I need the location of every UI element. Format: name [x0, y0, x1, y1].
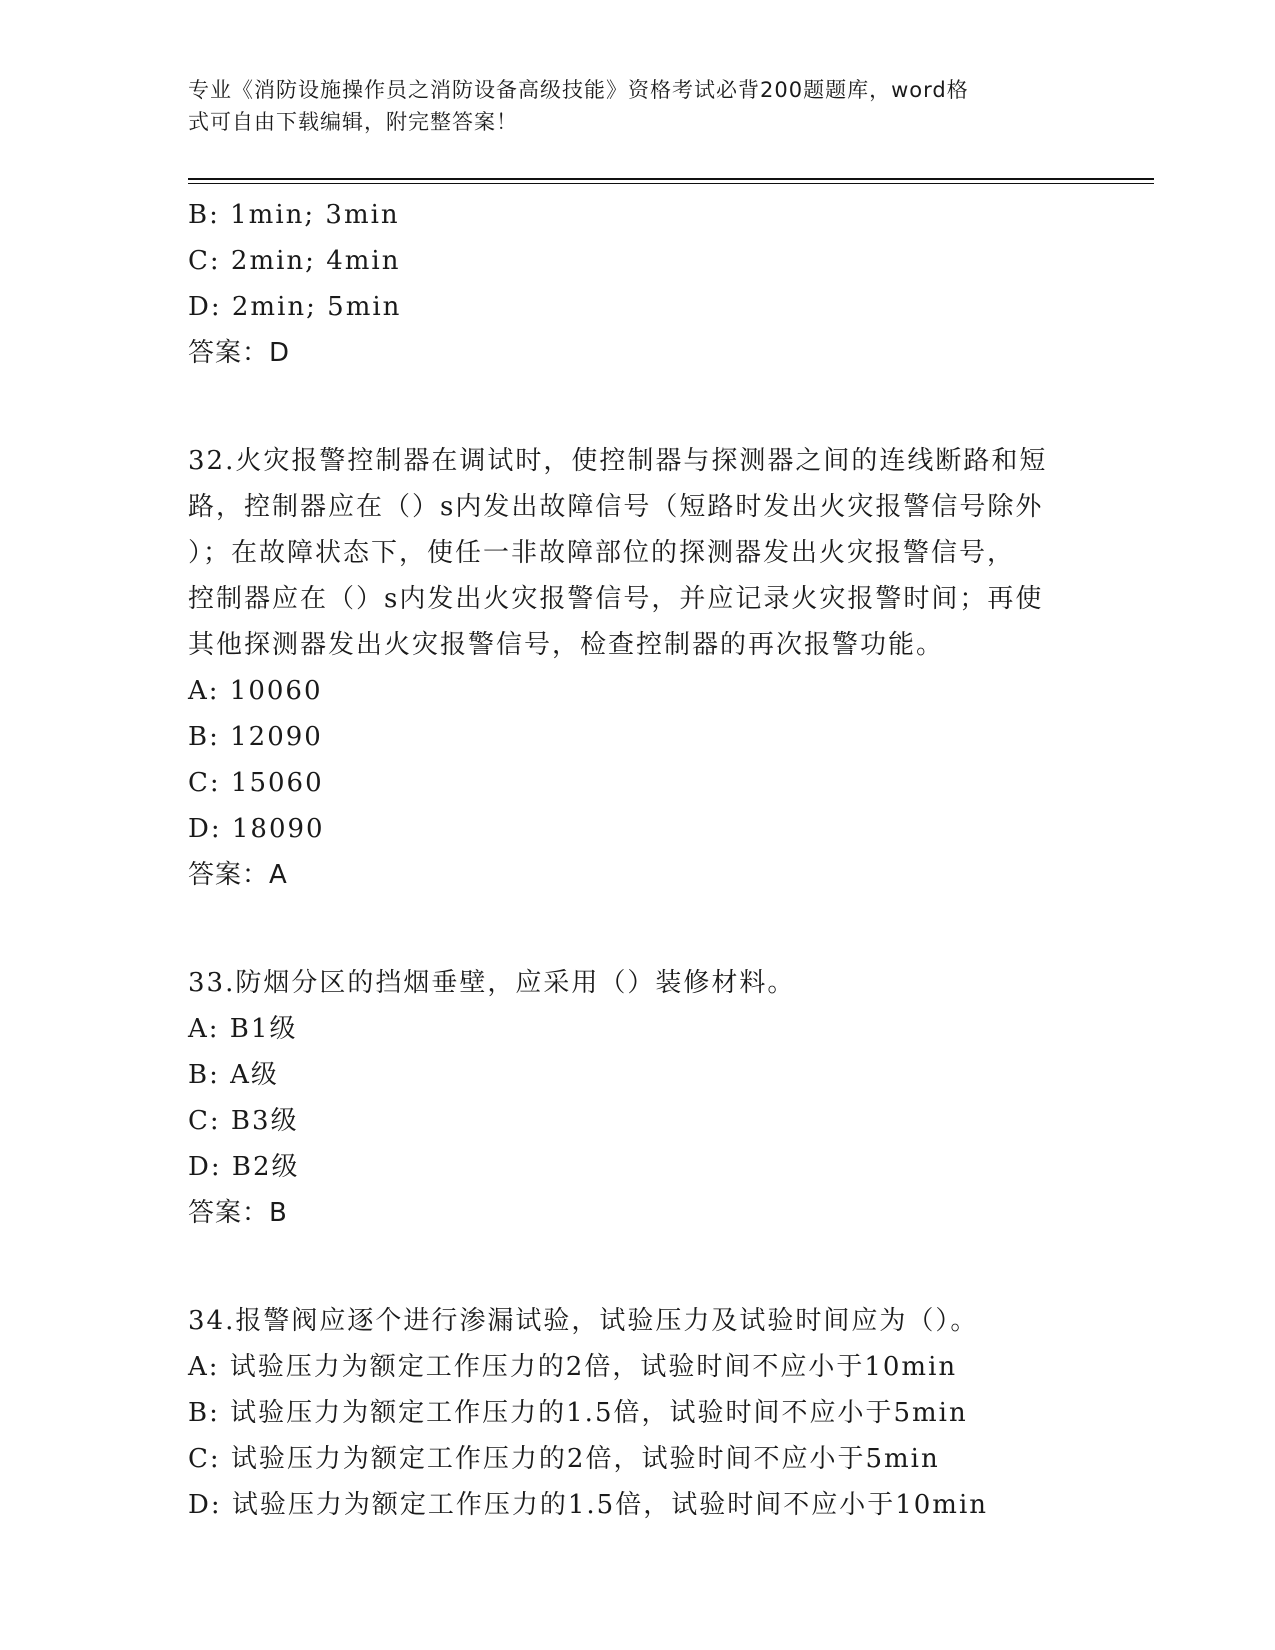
- option-a: A: B1级: [188, 1014, 298, 1044]
- option-a: A: 10060: [188, 676, 323, 706]
- question-text-line: 控制器应在（）s内发出火灾报警信号，并应记录火灾报警时间；再使: [188, 584, 1044, 614]
- question-text-line: 其他探测器发出火灾报警信号，检查控制器的再次报警功能。: [188, 630, 945, 660]
- question-text-line: 33.防烟分区的挡烟垂壁，应采用（）装修材料。: [188, 968, 796, 998]
- option-a: A: 试验压力为额定工作压力的2倍，试验时间不应小于10min: [188, 1352, 958, 1382]
- option-c: C: 2min; 4min: [188, 246, 401, 276]
- answer-label: 答案：B: [188, 1198, 288, 1228]
- question-text-line: ）；在故障状态下，使任一非故障部位的探测器发出火灾报警信号，: [188, 538, 1016, 568]
- option-d: D: B2级: [188, 1152, 300, 1182]
- question-text-line: 32.火灾报警控制器在调试时，使控制器与探测器之间的连线断路和短: [188, 446, 1048, 476]
- option-b: B: A级: [188, 1060, 279, 1090]
- option-d: D: 2min; 5min: [188, 292, 402, 322]
- header-line-1: 专业《消防设施操作员之消防设备高级技能》资格考试必背200题题库，word格: [188, 78, 969, 102]
- option-c: C: 15060: [188, 768, 324, 798]
- option-d: D: 试验压力为额定工作压力的1.5倍，试验时间不应小于10min: [188, 1490, 989, 1520]
- question-34: [188, 1298, 1088, 1528]
- header-line-2: 式可自由下载编辑，附完整答案！: [188, 110, 518, 134]
- document-header: [188, 74, 1088, 138]
- question-31-tail: [188, 192, 1088, 376]
- question-33: [188, 960, 1088, 1236]
- answer-label: 答案：D: [188, 338, 291, 368]
- question-32: [188, 438, 1088, 898]
- option-d: D: 18090: [188, 814, 325, 844]
- answer-label: 答案：A: [188, 860, 288, 890]
- header-divider-thin: [188, 183, 1154, 184]
- header-divider-thick: [188, 178, 1154, 180]
- option-b: B: 试验压力为额定工作压力的1.5倍，试验时间不应小于5min: [188, 1398, 968, 1428]
- question-text-line: 路，控制器应在（）s内发出故障信号（短路时发出火灾报警信号除外: [188, 492, 1044, 522]
- option-b: B: 1min; 3min: [188, 200, 400, 230]
- option-c: C: B3级: [188, 1106, 299, 1136]
- option-c: C: 试验压力为额定工作压力的2倍，试验时间不应小于5min: [188, 1444, 940, 1474]
- question-content: [188, 192, 1088, 1528]
- option-b: B: 12090: [188, 722, 323, 752]
- question-text-line: 34.报警阀应逐个进行渗漏试验，试验压力及试验时间应为（）。: [188, 1306, 979, 1336]
